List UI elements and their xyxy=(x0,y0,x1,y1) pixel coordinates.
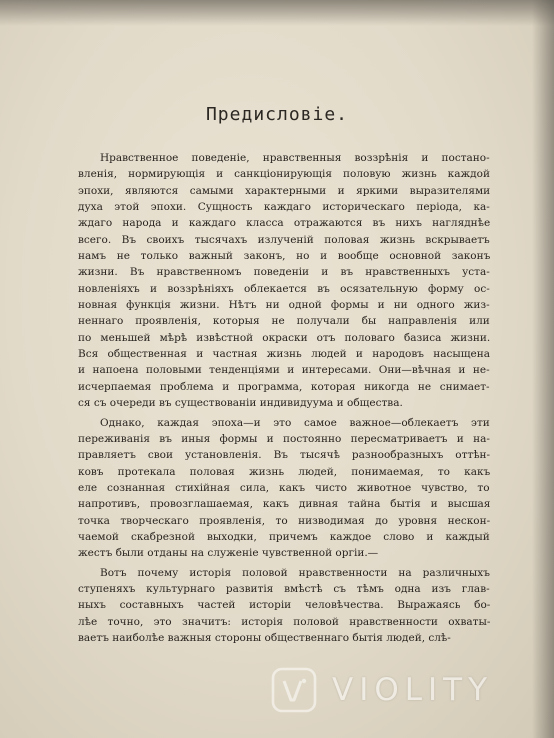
text-line: правляетъ свои установленія. Въ тысячѣ разнообразныхъ оттѣн- xyxy=(78,449,491,462)
text-line: Вся общественная и частная жизнь людей и народовъ насыщена xyxy=(78,348,491,361)
text-line: ждаго народа и каждаго класса отражаются въ нихъ нагляднѣе xyxy=(78,217,491,230)
text-line: жизни. Въ нравственномъ поведеніи и въ нравственныхъ уста- xyxy=(78,266,490,279)
text-line: ваетъ наиболѣе важныя стороны общественнаго бытія людей, слѣ- xyxy=(78,631,451,644)
text-line: по меньшей мѣрѣ извѣстной окраски отъ половаго базиса жизни. xyxy=(78,331,491,344)
text-line: Нравственное поведеніе, нравственныя воззрѣнія и постано- xyxy=(100,152,490,164)
text-line: неннаго проявленія, которыя не получали бы направленія или xyxy=(78,315,490,328)
text-line: Однако, каждая эпоха—и это самое важное—облекаетъ эти xyxy=(100,416,490,429)
watermark-text: VIOLITY xyxy=(332,672,494,708)
text-line: ступеняхъ культурнаго развитія вмѣстѣ съ тѣмъ одна изъ глав- xyxy=(78,582,490,595)
text-line: ныхъ составныхъ частей исторіи человѣчества. Выражаясь бо- xyxy=(78,599,491,612)
body-text xyxy=(78,150,490,649)
text-line: новная функція жизни. Нѣтъ ни одной формы и ни одного жиз- xyxy=(78,299,490,312)
text-line: еле сознанная стихійная сила, какъ чисто животное чувство, то xyxy=(78,481,490,494)
text-line: точка творческаго проявленія, то низводимая до уровня нескон- xyxy=(78,514,491,527)
text-line: духа этой эпохи. Сущность каждаго историческаго періода, ка- xyxy=(78,201,490,214)
page-top-shadow xyxy=(0,0,554,26)
text-line: чаемой скабрезной выходки, причемъ каждое слово и каждый xyxy=(78,530,490,543)
text-line: эпохи, являются самыми характерными и яркими выразителями xyxy=(78,184,491,197)
text-line: и напоена половыми тенденціями и интересами. Они—вѣчная и не- xyxy=(78,364,490,377)
paragraph-2 xyxy=(78,415,490,562)
text-line: исчерпаемая проблема и программа, которая никогда не снимает- xyxy=(78,380,490,393)
paragraph-1 xyxy=(78,150,490,412)
text-line: намъ не только важный законъ, но и вообще основной законъ xyxy=(78,250,491,263)
text-line: Вотъ почему исторія половой нравственности на различныхъ xyxy=(100,566,490,579)
paragraph-3 xyxy=(78,565,490,647)
text-line: жестъ были отданы на служеніе чувственной оргіи.— xyxy=(78,547,379,560)
watermark xyxy=(270,666,540,716)
text-line: ковъ протекала половая жизнь людей, понимаемая, то какъ xyxy=(78,465,491,478)
text-line: новленіяхъ и воззрѣніяхъ облекается въ осязательную форму ос- xyxy=(78,282,490,295)
violity-logo-icon xyxy=(270,666,318,714)
text-line: лѣе точно, это значитъ: исторія половой нравственности охваты- xyxy=(78,615,491,628)
text-line: ся съ очереди въ существованіи индивидуума и общества. xyxy=(78,397,403,410)
page-title: Предисловіе. xyxy=(205,104,349,125)
text-line: напротивъ, провозглашаемая, какъ дивная тайна бытія и высшая xyxy=(78,498,491,511)
text-line: переживанія въ иныя формы и постоянно пересматриваетъ и на- xyxy=(78,432,490,445)
text-line: всего. Въ своихъ тысячахъ излученій половая жизнь вскрываетъ xyxy=(78,233,490,246)
text-line: вленія, нормирующія и санкціонирующія половую жизнь каждой xyxy=(78,168,490,181)
